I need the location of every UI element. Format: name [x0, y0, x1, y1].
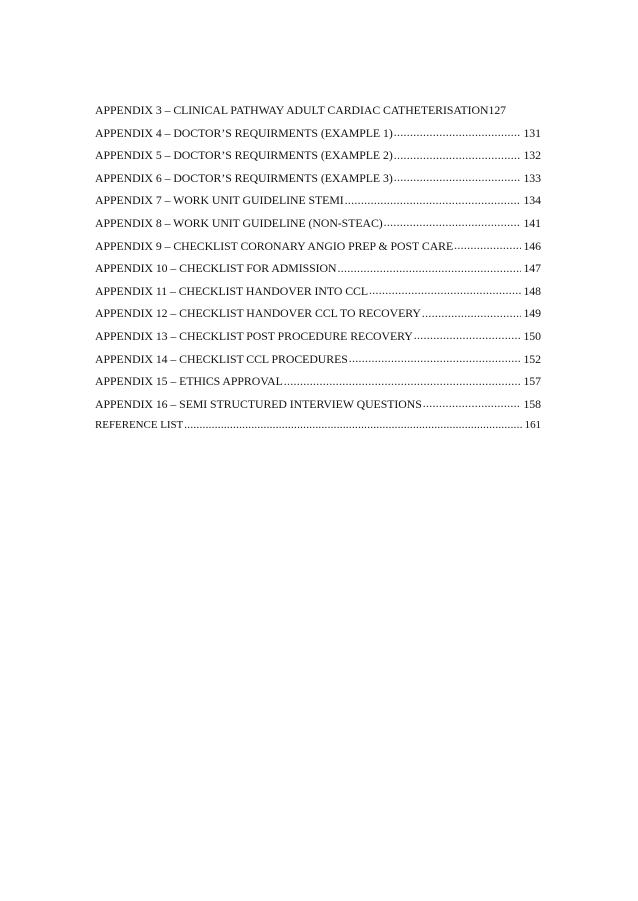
table-of-contents [95, 103, 541, 442]
dot-leader [394, 148, 522, 163]
toc-entry-page-number: 152 [523, 351, 541, 366]
dot-leader [284, 374, 522, 389]
toc-entry[interactable] [95, 374, 541, 397]
toc-entry-page-number: 141 [523, 215, 541, 230]
dot-leader [369, 283, 521, 298]
toc-entry-page-number: 149 [523, 306, 541, 321]
toc-entry-label: APPENDIX 13 – CHECKLIST POST PROCEDURE RECOVERY [95, 328, 413, 343]
dot-leader [349, 351, 522, 366]
dot-leader [423, 396, 522, 411]
toc-entry[interactable] [95, 306, 541, 329]
toc-entry-page-number: 133 [523, 170, 541, 185]
toc-entry[interactable] [95, 239, 541, 262]
toc-entry-page-number: 150 [523, 328, 541, 343]
toc-entry-label: APPENDIX 5 – DOCTOR’S REQUIRMENTS (EXAMPLE 2) [95, 148, 393, 163]
toc-entry[interactable] [95, 126, 541, 149]
toc-entry-page-number: 127 [488, 103, 507, 117]
toc-entry-page-number: 146 [523, 238, 541, 253]
toc-entry[interactable] [95, 419, 541, 442]
toc-entry-label: APPENDIX 8 – WORK UNIT GUIDELINE (NON-STEAC) [95, 215, 383, 230]
toc-entry[interactable] [95, 148, 541, 171]
toc-entry[interactable] [95, 171, 541, 194]
dot-leader [394, 170, 522, 185]
dot-leader [454, 238, 521, 253]
dot-leader [384, 215, 522, 230]
toc-entry-label: APPENDIX 14 – CHECKLIST CCL PROCEDURES [95, 351, 348, 366]
toc-entry-page-number: 131 [523, 125, 541, 140]
toc-entry[interactable] [95, 397, 541, 420]
toc-entry-label: APPENDIX 16 – SEMI STRUCTURED INTERVIEW QUESTIONS [95, 396, 422, 411]
toc-entry-label: APPENDIX 10 – CHECKLIST FOR ADMISSION [95, 261, 337, 276]
toc-entry[interactable] [95, 103, 541, 126]
toc-entry[interactable] [95, 352, 541, 375]
toc-entry-page-number: 134 [523, 193, 541, 208]
toc-entry-page-number: 158 [523, 396, 541, 411]
dot-leader [184, 419, 522, 431]
toc-entry-label: APPENDIX 7 – WORK UNIT GUIDELINE STEMI [95, 193, 344, 208]
toc-entry-label: APPENDIX 12 – CHECKLIST HANDOVER CCL TO RECOVERY [95, 306, 421, 321]
toc-entry[interactable] [95, 216, 541, 239]
dot-leader [337, 261, 521, 276]
toc-entry-page-number: 132 [523, 148, 541, 163]
toc-entry-label: APPENDIX 6 – DOCTOR’S REQUIRMENTS (EXAMPLE 3) [95, 170, 393, 185]
toc-entry-label: APPENDIX 9 – CHECKLIST CORONARY ANGIO PREP & POST CARE [95, 238, 454, 253]
toc-entry[interactable] [95, 284, 541, 307]
toc-entry-page-number: 157 [523, 374, 541, 389]
dot-leader [414, 328, 522, 343]
toc-entry[interactable] [95, 261, 541, 284]
dot-leader [422, 306, 522, 321]
toc-entry-label: APPENDIX 3 – CLINICAL PATHWAY ADULT CARDIAC CATHETERISATION [95, 103, 489, 117]
toc-entry[interactable] [95, 329, 541, 352]
dot-leader [345, 193, 522, 208]
toc-entry-label: APPENDIX 15 – ETHICS APPROVAL [95, 374, 283, 389]
toc-entry[interactable] [95, 193, 541, 216]
toc-entry-label: APPENDIX 11 – CHECKLIST HANDOVER INTO CCL [95, 283, 368, 298]
toc-entry-page-number: 161 [524, 419, 541, 432]
toc-entry-label: REFERENCE LIST [95, 419, 184, 432]
toc-entry-page-number: 147 [523, 261, 541, 276]
toc-entry-label: APPENDIX 4 – DOCTOR’S REQUIRMENTS (EXAMPLE 1) [95, 125, 393, 140]
dot-leader [394, 125, 522, 140]
toc-entry-page-number: 148 [523, 283, 541, 298]
